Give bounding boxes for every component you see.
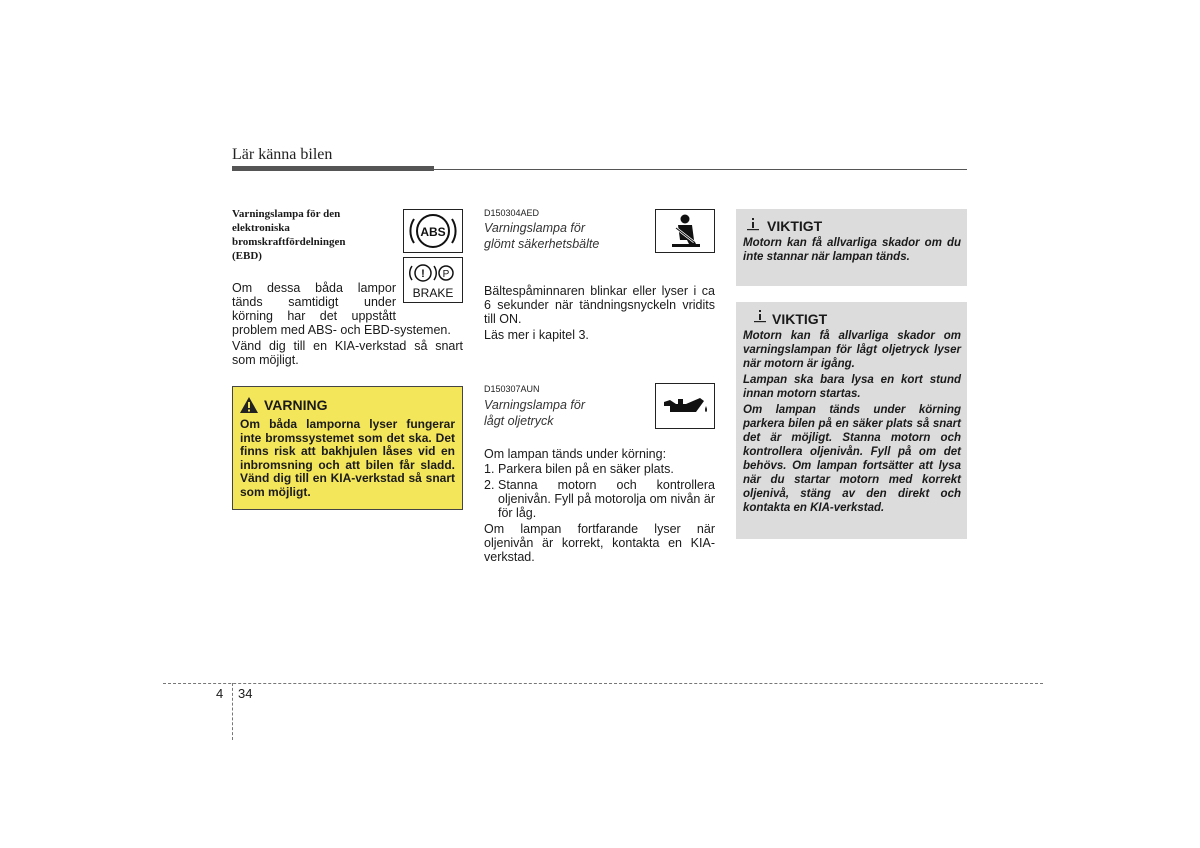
header-rule-thin	[434, 169, 967, 170]
brake-icon-symbol-p: P	[442, 269, 450, 280]
warning-title: VARNING	[264, 397, 328, 413]
oil-step-1-text: Parkera bilen på en säker plats.	[498, 462, 674, 476]
seatbelt-section-title: Varningslampa för glömt säkerhetsbälte	[484, 221, 600, 251]
footer-dashed-rule	[163, 683, 1043, 684]
ebd-paragraph-line-4: problem med ABS- och EBD-systemen.	[232, 323, 451, 337]
ebd-paragraph-line-1: Om dessa båda lampor	[232, 281, 396, 295]
abs-icon-label: ABS	[420, 225, 446, 239]
warning-triangle-icon	[239, 396, 259, 414]
oil-step-1-number: 1.	[484, 462, 495, 476]
brake-warning-icon	[403, 257, 463, 303]
abs-warning-icon	[403, 209, 463, 253]
ebd-paragraph-line-2: tänds samtidigt under	[232, 295, 396, 309]
notice-2-title: VIKTIGT	[772, 311, 828, 327]
ebd-section-heading: Varningslampa för den elektroniska bromskraftfördelningen (EBD)	[232, 208, 346, 262]
warning-text: Om båda lamporna lyser fungerar inte bromssystemet som det ska. Det finns risk att bakhjulen låses vid en inbromsning och att bilen får sladd. Vänd dig till en KIA-verkstad så snart som möjligt.	[240, 417, 455, 499]
oil-step-2-text: Stanna motorn och kontrollera oljenivån. Fyll på motorolja om nivån är för låg.	[498, 478, 715, 520]
notice-2-paragraph-2: Lampan ska bara lysa en kort stund innan motorn startas.	[743, 374, 961, 400]
seatbelt-section-code: D150304AED	[484, 208, 540, 218]
ebd-paragraph-2: Vänd dig till en KIA-verkstad så snart som möjligt.	[232, 339, 463, 367]
page-number: 34	[238, 686, 253, 701]
oil-intro: Om lampan tänds under körning:	[484, 447, 667, 461]
header-rule-thick	[232, 166, 434, 171]
seatbelt-text: Bältespåminnaren blinkar eller lyser i ca 6 sekunder när tändningsnyckeln vridits till ON.	[484, 284, 715, 326]
notice-1-title: VIKTIGT	[767, 218, 823, 234]
oil-pressure-icon	[655, 383, 715, 429]
notice-2-paragraph-3: Om lampan tänds under körning parkera bilen på en säker plats så snart det är möjligt. Stanna motorn och kontrollera oljenivån. Fyll på om det behövs. Om lampan fortsätter att lysa när du startar motorn med korrekt oljenivå, stäng av den direkt och kontakta en KIA-verkstad.	[743, 404, 961, 514]
caution-info-icon	[745, 217, 761, 231]
page-header-title: Lär känna bilen	[232, 146, 333, 163]
footer-dashed-divider	[232, 683, 233, 740]
brake-icon-label: BRAKE	[412, 286, 454, 300]
chapter-number: 4	[216, 686, 224, 701]
notice-1-text: Motorn kan få allvarliga skador om du inte stannar när lampan tänds.	[743, 237, 961, 263]
seatbelt-warning-icon	[655, 209, 715, 253]
notice-2-paragraph-1: Motorn kan få allvarliga skador om varningslampan för lågt oljetryck lyser när motorn är igång.	[743, 330, 961, 370]
oil-section-title: Varningslampa för lågt oljetryck	[484, 398, 585, 428]
oil-step-2-number: 2.	[484, 478, 495, 492]
caution-info-icon	[752, 309, 768, 323]
oil-outro: Om lampan fortfarande lyser när oljenivån är korrekt, kontakta en KIA-verkstad.	[484, 522, 715, 564]
seatbelt-more-info: Läs mer i kapitel 3.	[484, 328, 589, 342]
brake-icon-symbol-exclamation: !	[421, 268, 425, 280]
oil-section-code: D150307AUN	[484, 384, 540, 394]
ebd-paragraph-line-3: körning har det uppstått	[232, 309, 396, 323]
